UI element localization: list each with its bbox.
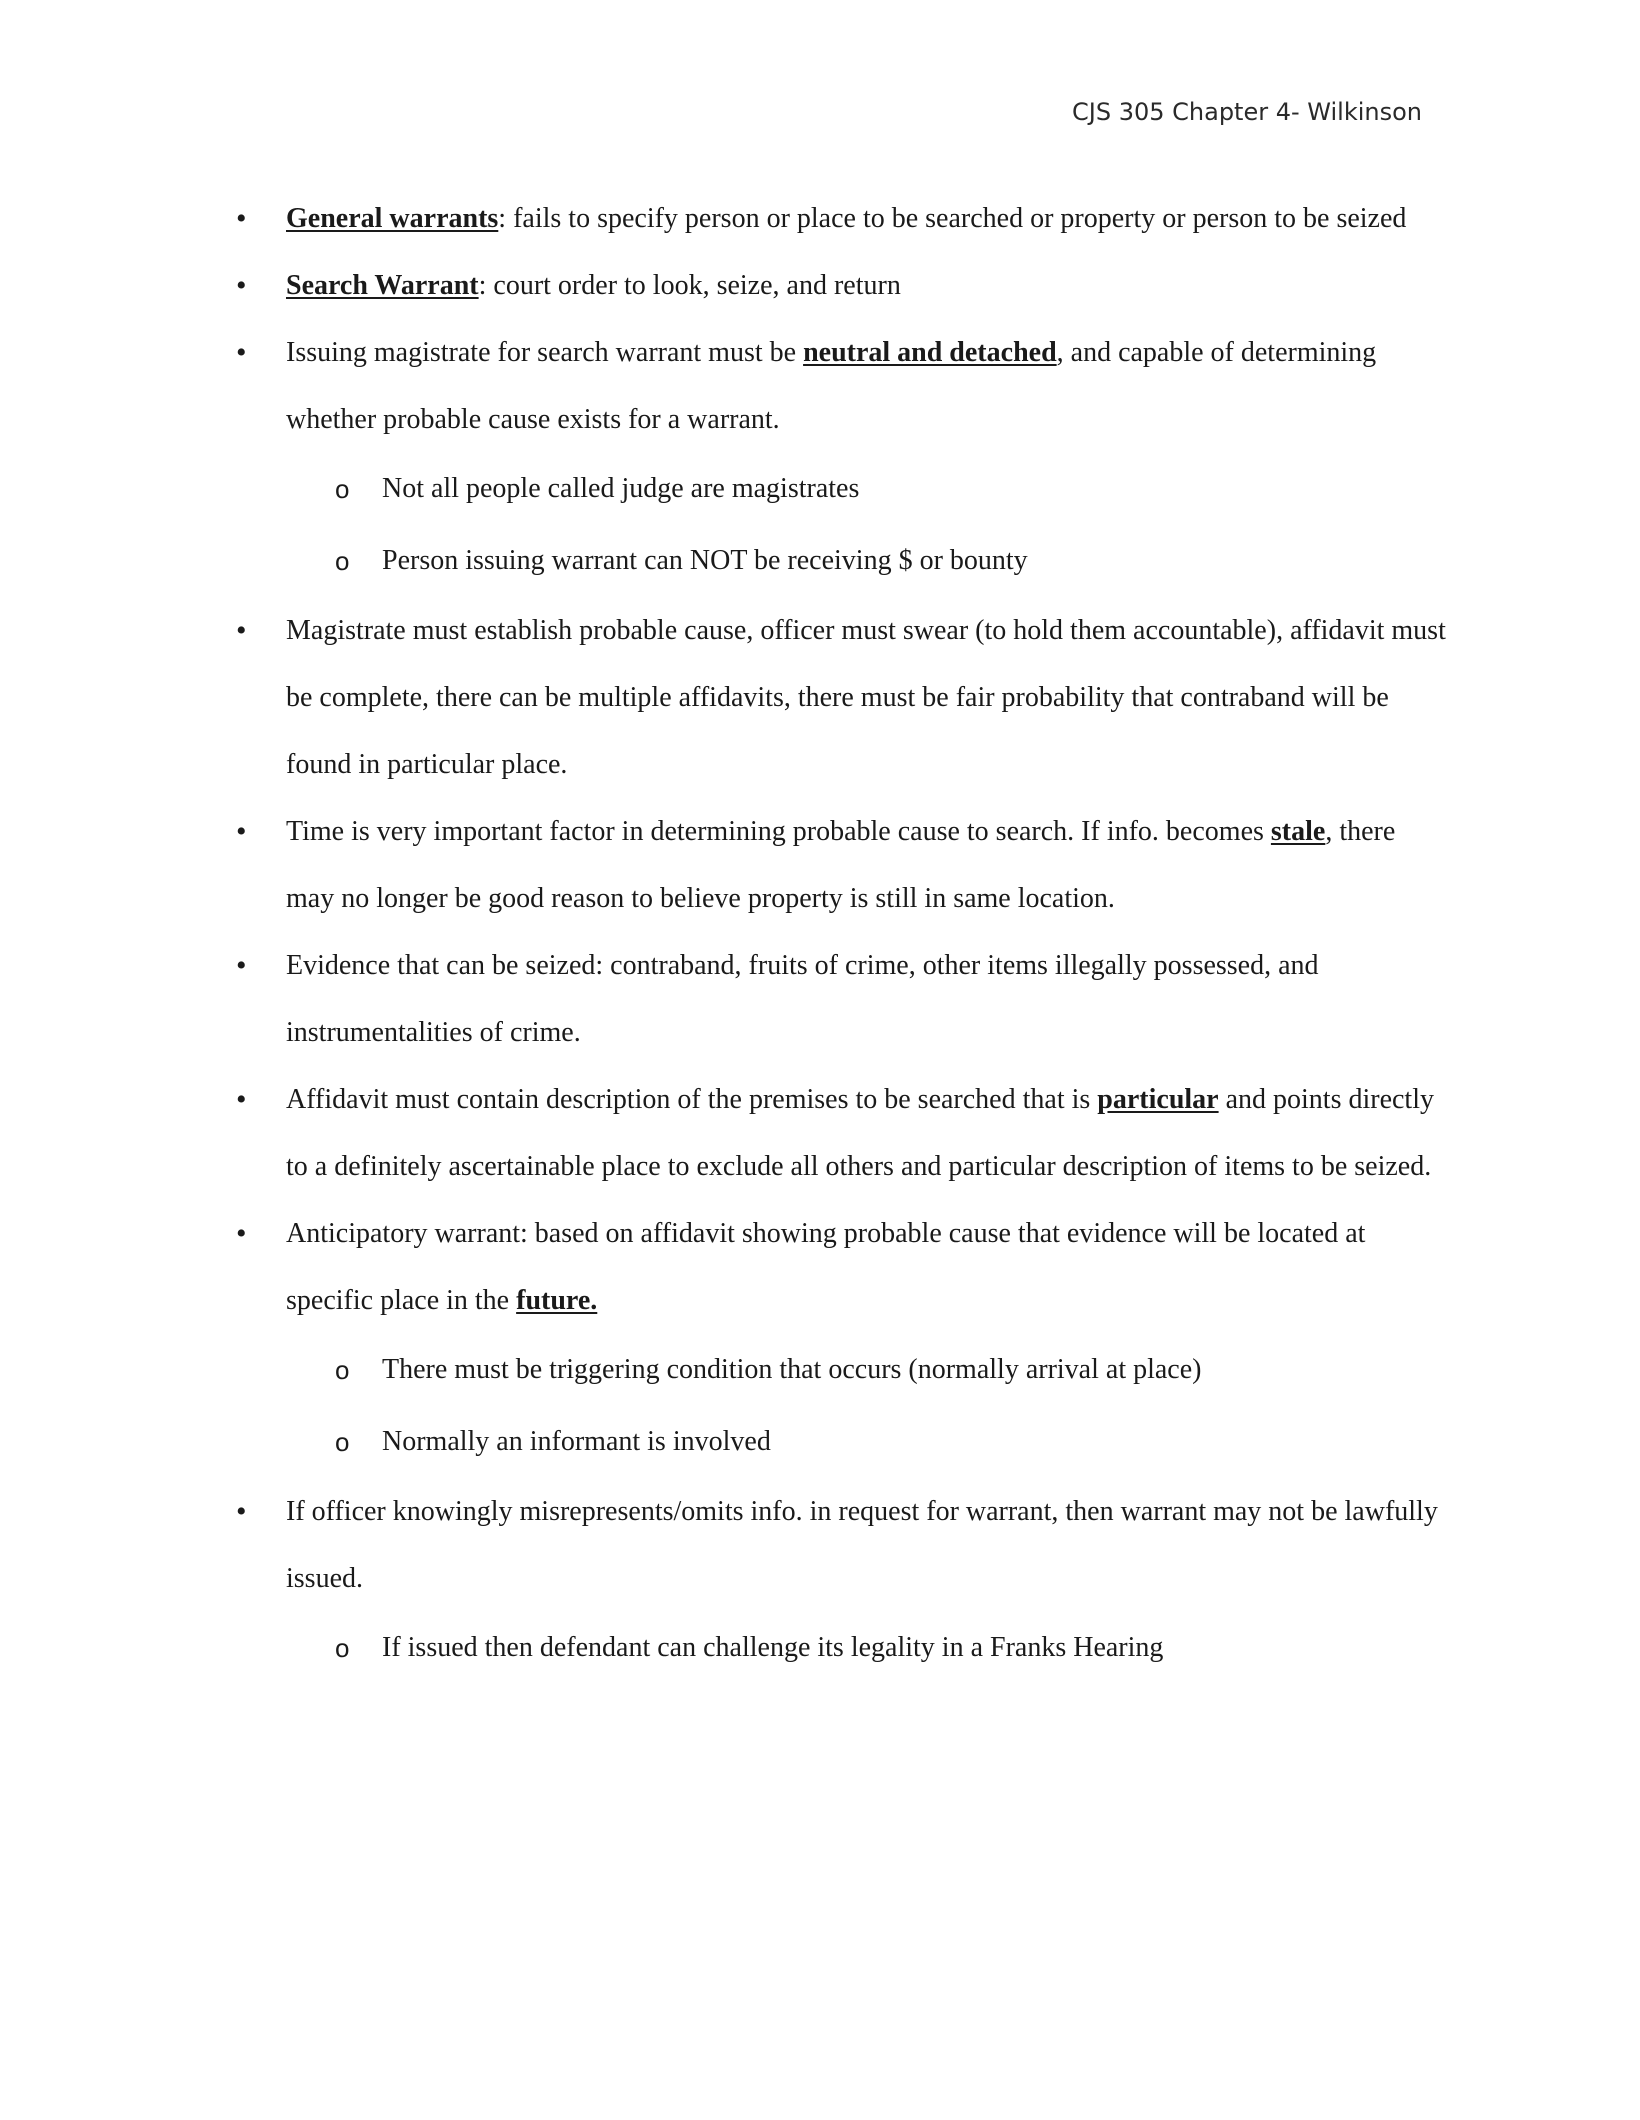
item-text: Affidavit must contain description of the premises to be searched that is [286,1084,1098,1115]
list-item [230,798,1450,932]
list-item [230,932,1450,1066]
term-particular: particular [1097,1084,1219,1115]
item-text: Time is very important factor in determining probable cause to search. If info. becomes [286,816,1271,847]
item-text: If officer knowingly misrepresents/omits info. in request for warrant, then warrant may not be lawfully issued. [286,1496,1438,1594]
item-text: Anticipatory warrant: based on affidavit showing probable cause that evidence will be located at specific place in the [286,1218,1366,1316]
sub-list [230,1334,1450,1478]
item-text: Magistrate must establish probable cause, officer must swear (to hold them accountable), affidavit must be complete, there can be multiple affidavits, there must be fair probability that contraband will be found in particular place. [286,615,1446,780]
list-item [230,185,1450,252]
list-item [230,319,1450,597]
item-text: Issuing magistrate for search warrant must be [286,337,804,368]
list-item [230,597,1450,798]
item-text: Evidence that can be seized: contraband, fruits of crime, other items illegally possessed, and instrumentalities of crime. [286,950,1319,1048]
item-text: and points directly to a definitely ascertainable place to exclude all others and particular description of items to be seized. [286,1084,1434,1182]
list-item [230,1066,1450,1200]
sub-list [230,453,1450,597]
document-body [230,185,1450,1684]
sub-list-item: o Not all people called judge are magistrates [230,453,1450,525]
list-item [230,1200,1450,1478]
item-text: : court order to look, seize, and return [478,270,901,301]
list-item [230,1478,1450,1684]
term-neutral-and-detached: neutral and detached [803,337,1057,368]
sub-list-item: o Person issuing warrant can NOT be receiving $ or bounty [230,525,1450,597]
item-text: , there may no longer be good reason to believe property is still in same location. [286,816,1396,914]
item-text: : fails to specify person or place to be searched or property or person to be seized [498,203,1407,234]
term-search-warrant: Search Warrant [286,270,479,301]
sub-list-item: o There must be triggering condition that occurs (normally arrival at place) [230,1334,1450,1406]
page-header: CJS 305 Chapter 4- Wilkinson [1072,98,1422,126]
term-stale: stale [1270,816,1326,847]
sub-list-item: o If issued then defendant can challenge its legality in a Franks Hearing [230,1612,1450,1684]
list-item [230,252,1450,319]
sub-list-item: o Normally an informant is involved [230,1406,1450,1478]
term-general-warrants: General warrants [286,203,499,234]
item-text: , and capable of determining whether probable cause exists for a warrant. [286,337,1377,435]
sub-list [230,1612,1450,1684]
bullet-list [230,185,1450,1684]
term-future: future. [516,1285,598,1316]
